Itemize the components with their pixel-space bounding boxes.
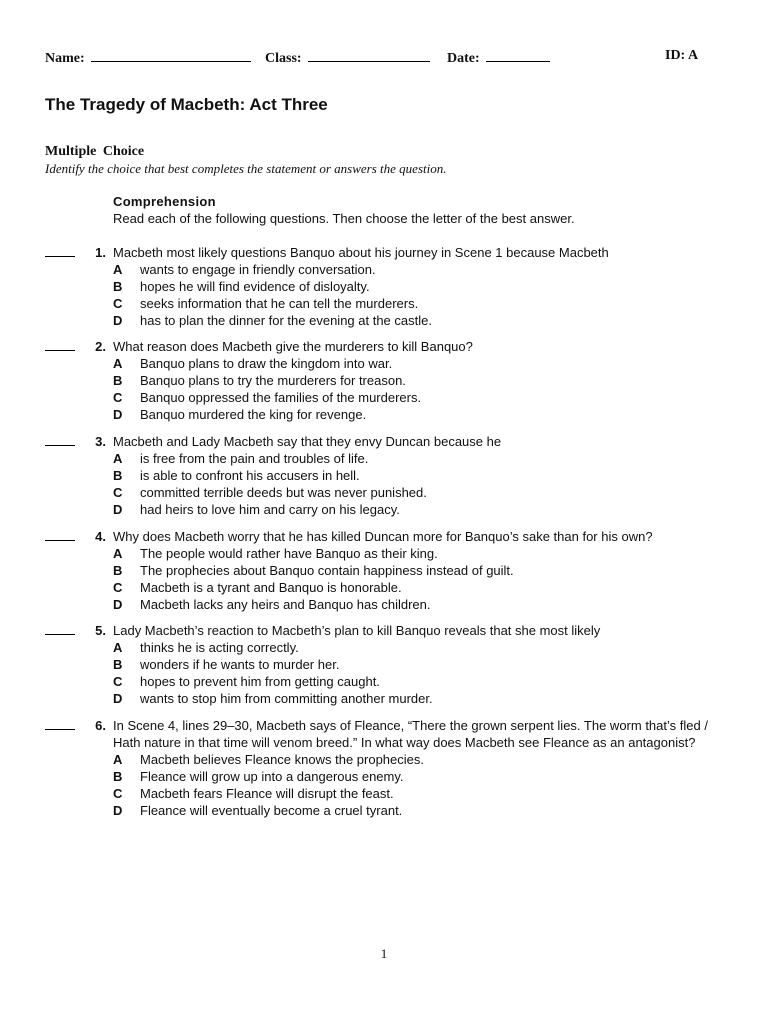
choice-letter: A [113,262,123,277]
choice-letter: B [113,563,123,578]
choice-b [113,768,713,785]
date-field [447,48,550,67]
question-text: What reason does Macbeth give the murderers to kill Banquo? [113,339,473,354]
name-label: Name: [45,51,85,66]
choice-text: seeks information that he can tell the murderers. [140,296,419,311]
choice-text: Banquo plans to try the murderers for treason. [140,373,406,388]
choice-a [113,545,713,562]
question-number: 3. [95,434,106,449]
choice-letter: C [113,485,123,500]
date-blank-line[interactable] [486,48,550,62]
choice-text: Banquo oppressed the families of the murderers. [140,390,422,405]
question-body [113,717,713,819]
choice-text: committed terrible deeds but was never punished. [140,485,427,500]
choice-c [113,295,713,312]
choice-letter: D [113,407,123,422]
question-body [113,244,713,329]
choice-text: Fleance will grow up into a dangerous enemy. [140,769,404,784]
question-number: 1. [95,245,106,260]
question-text: In Scene 4, lines 29–30, Macbeth says of Fleance, “There the grown serpent lies. The worm that’s fled / Hath nature in that time will venom breed.” In what way does Macbeth see Fleance as an antagonist? [113,718,708,750]
answer-blank[interactable] [45,445,75,446]
question-number: 4. [95,529,106,544]
choice-letter: B [113,657,123,672]
choice-d [113,501,713,518]
choice-a [113,450,713,467]
choice-text: thinks he is acting correctly. [140,640,299,655]
choice-letter: B [113,279,123,294]
class-label: Class: [265,51,302,66]
comprehension-instruction: Read each of the following questions. Then choose the letter of the best answer. [113,211,575,226]
page-number: 1 [380,946,388,961]
choice-b [113,372,713,389]
choice-text: hopes to prevent him from getting caught. [140,674,380,689]
answer-blank[interactable] [45,634,75,635]
choice-c [113,785,713,802]
answer-blank[interactable] [45,540,75,541]
choice-letter: C [113,786,123,801]
choice-c [113,579,713,596]
choice-text: The prophecies about Banquo contain happiness instead of guilt. [140,563,514,578]
choice-text: hopes he will find evidence of disloyalty. [140,279,370,294]
choice-b [113,656,713,673]
choice-letter: D [113,313,123,328]
comprehension-heading: Comprehension [113,194,216,209]
choice-letter: A [113,752,123,767]
answer-blank[interactable] [45,729,75,730]
choice-b [113,467,713,484]
choice-d [113,802,713,819]
choice-text: is able to confront his accusers in hell. [140,468,360,483]
choice-letter: B [113,373,123,388]
choice-letter: B [113,468,123,483]
choice-text: had heirs to love him and carry on his legacy. [140,502,400,517]
worksheet-header [45,48,705,68]
id-field [665,48,698,64]
choice-letter: A [113,546,123,561]
choice-a [113,355,713,372]
choice-letter: A [113,356,123,371]
choice-text: Macbeth lacks any heirs and Banquo has children. [140,597,431,612]
choice-letter: D [113,502,123,517]
id-label: ID: A [665,48,699,63]
choice-d [113,312,713,329]
choice-letter: C [113,390,123,405]
answer-blank[interactable] [45,256,75,257]
choice-letter: C [113,580,123,595]
choice-text: wants to engage in friendly conversation. [140,262,376,277]
choice-text: wonders if he wants to murder her. [140,657,340,672]
question-text: Macbeth and Lady Macbeth say that they envy Duncan because he [113,434,502,449]
choice-text: Macbeth is a tyrant and Banquo is honorable. [140,580,402,595]
class-field [265,48,430,67]
choice-letter: D [113,803,123,818]
choice-d [113,596,713,613]
choice-letter: A [113,640,123,655]
choice-text: wants to stop him from committing another murder. [140,691,433,706]
choice-text: Banquo murdered the king for revenge. [140,407,367,422]
choice-b [113,278,713,295]
question-number: 6. [95,718,106,733]
question-text: Lady Macbeth’s reaction to Macbeth’s plan to kill Banquo reveals that she most likely [113,623,601,638]
choice-c [113,673,713,690]
choice-d [113,690,713,707]
question-body [113,622,713,707]
class-blank-line[interactable] [308,48,430,62]
choice-letter: B [113,769,123,784]
choice-text: has to plan the dinner for the evening at the castle. [140,313,432,328]
choice-text: Banquo plans to draw the kingdom into war. [140,356,393,371]
question-number: 5. [95,623,106,638]
page-title: The Tragedy of Macbeth: Act Three [45,95,328,114]
choice-d [113,406,713,423]
answer-blank[interactable] [45,350,75,351]
choice-c [113,484,713,501]
choice-letter: A [113,451,123,466]
choice-letter: C [113,296,123,311]
name-blank-line[interactable] [91,48,251,62]
choice-text: Macbeth fears Fleance will disrupt the feast. [140,786,394,801]
choice-text: Fleance will eventually become a cruel tyrant. [140,803,403,818]
question-body [113,528,713,613]
question-body [113,433,713,518]
section-heading: Multiple Choice [45,144,145,159]
choice-letter: C [113,674,123,689]
question-text: Why does Macbeth worry that he has killed Duncan more for Banquo’s sake than for his own? [113,529,653,544]
section-instruction: Identify the choice that best completes the statement or answers the question. [45,161,447,176]
question-text: Macbeth most likely questions Banquo about his journey in Scene 1 because Macbeth [113,245,609,260]
choice-text: Macbeth believes Fleance knows the prophecies. [140,752,424,767]
name-field [45,48,251,67]
date-label: Date: [447,51,480,66]
choice-text: is free from the pain and troubles of life. [140,451,369,466]
choice-a [113,639,713,656]
choice-b [113,562,713,579]
choice-letter: D [113,691,123,706]
choice-letter: D [113,597,123,612]
choice-text: The people would rather have Banquo as their king. [140,546,438,561]
question-body [113,338,713,423]
choice-a [113,261,713,278]
question-number: 2. [95,339,106,354]
choice-a [113,751,713,768]
choice-c [113,389,713,406]
